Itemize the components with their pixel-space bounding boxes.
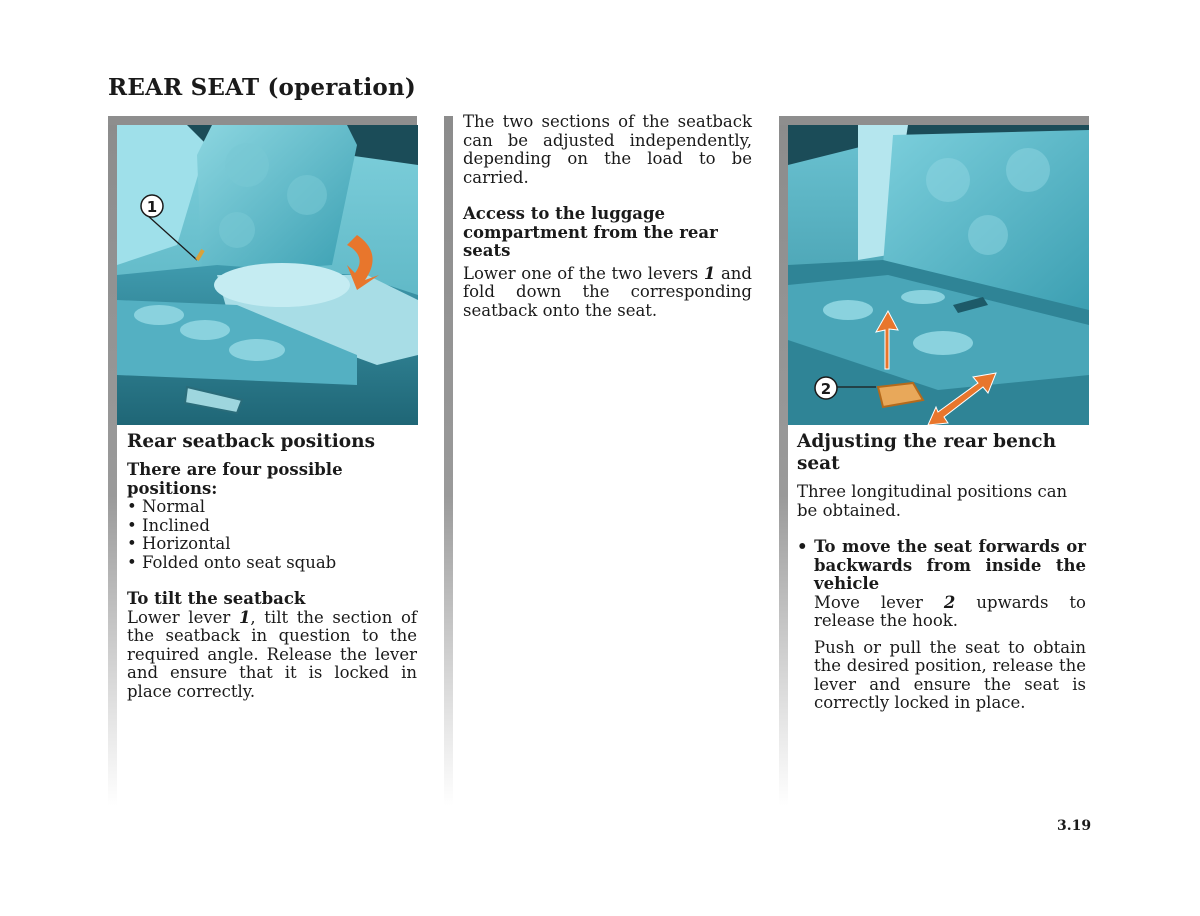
move-seat-heading-text: To move the seat forwards or backwards from inside the vehicle	[814, 537, 1086, 593]
rear-bench-photo	[788, 125, 1089, 425]
access-text-start: Lower one of the two levers	[463, 263, 704, 283]
luggage-access-paragraph	[463, 265, 752, 321]
middle-text-block	[463, 113, 752, 320]
list-item: • Folded onto seat squab	[127, 554, 417, 573]
move-text-end: upwards to release the hook.	[814, 592, 1086, 630]
access-text-end: and fold down the corresponding seatback onto the seat.	[463, 263, 752, 320]
tilt-text-start: Lower lever	[127, 607, 239, 627]
middle-column-bar	[444, 116, 453, 806]
rear-bench-heading: Adjusting the rear bench seat	[797, 431, 1057, 474]
left-column-top-bar	[108, 116, 417, 125]
left-column-bar	[108, 116, 117, 806]
page-number: 3.19	[1057, 818, 1092, 834]
list-item: • Normal	[127, 498, 417, 517]
right-text-block	[797, 431, 1086, 713]
tilt-text-end: , tilt the section of the seatback in question to the required angle. Release the lever and ensure that it is locked in place correctly.	[127, 607, 417, 701]
rear-seatback-photo	[117, 125, 418, 425]
right-column-top-bar	[779, 116, 1089, 125]
move-text-start: Move lever	[814, 592, 944, 612]
luggage-access-heading: Access to the luggage compartment from the rear seats	[463, 204, 718, 260]
tilt-paragraph	[127, 609, 417, 702]
left-text-block	[127, 431, 417, 701]
tilt-heading: To tilt the seatback	[127, 589, 306, 608]
lever-reference: 1	[238, 607, 251, 627]
list-item: • Inclined	[127, 517, 417, 536]
page-title: REAR SEAT (operation)	[108, 74, 416, 101]
list-item: • Horizontal	[127, 535, 417, 554]
lever-reference: 2	[943, 592, 956, 612]
rear-seatback-heading: Rear seatback positions	[127, 431, 375, 452]
independent-adjust-paragraph: The two sections of the seatback can be adjusted independently, depending on the load to be carried.	[463, 112, 752, 187]
callout-1-label: 1	[146, 198, 158, 216]
positions-intro: There are four possible positions:	[127, 460, 343, 498]
move-seat-heading: • To move the seat forwards or backwards from inside the vehicle	[797, 537, 1086, 593]
move-lever-paragraph	[814, 594, 1086, 631]
positions-list	[127, 498, 417, 572]
right-column-bar	[779, 116, 788, 806]
callout-2-label: 2	[820, 380, 832, 398]
push-pull-paragraph: Push or pull the seat to obtain the desired position, release the lever and ensure the seat is correctly locked in place.	[814, 637, 1086, 712]
lever-reference: 1	[703, 263, 716, 283]
longitudinal-positions-text: Three longitudinal positions can be obtained.	[797, 482, 1068, 520]
